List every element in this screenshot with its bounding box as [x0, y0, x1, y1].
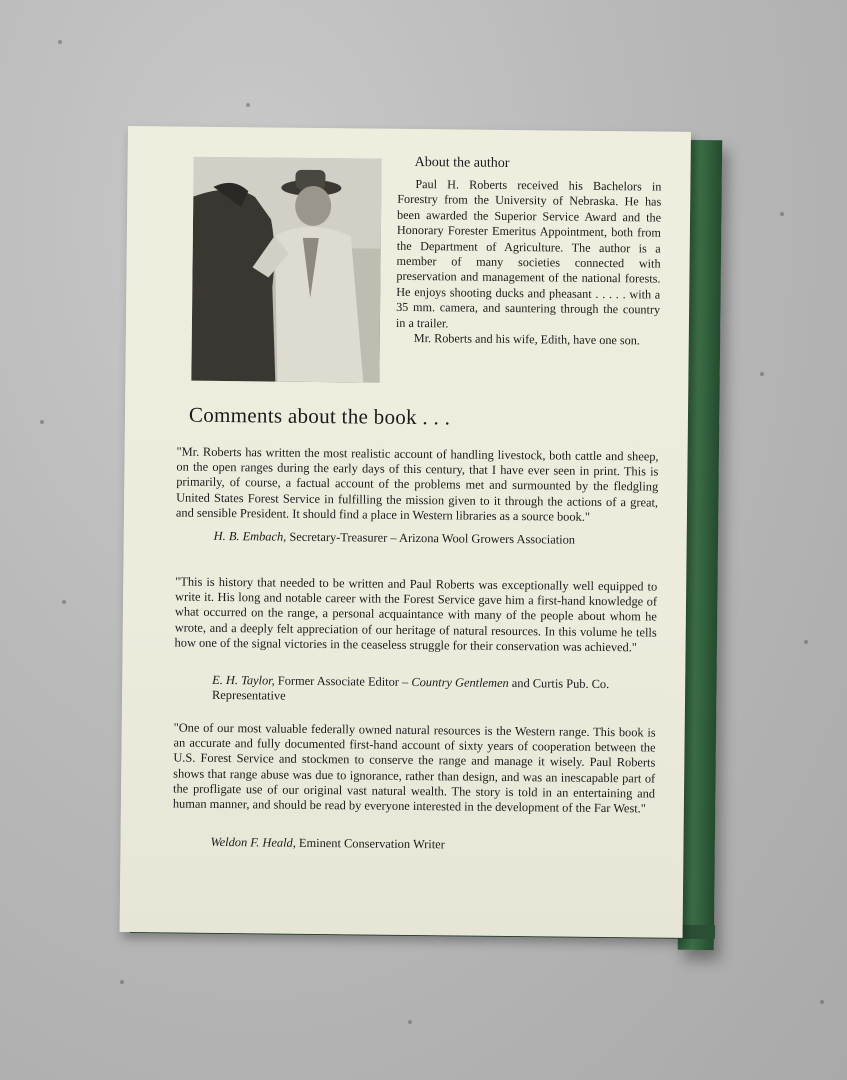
reviewer-role: Eminent Conservation Writer	[295, 835, 445, 852]
surface-speck	[780, 212, 784, 216]
about-author-text	[396, 177, 662, 349]
about-author-heading: About the author	[414, 155, 510, 171]
publication-name: Country Gentlemen	[411, 674, 509, 691]
about-author-paragraph: Mr. Roberts and his wife, Edith, have one son.	[413, 331, 640, 348]
surface-speck	[246, 103, 250, 107]
author-with-horse-image	[191, 157, 381, 383]
reviewer-role: Secretary-Treasurer – Arizona Wool Growers Association	[286, 529, 576, 547]
surface-speck	[760, 372, 764, 376]
surface-speck	[820, 1000, 824, 1004]
review-quote: "This is history that needed to be written and Paul Roberts was exceptionally well equipped to write it. His long and notable career with the Forest Service gave him a first-hand knowledge of what occurred on the range, a personal acquaintance with many of the people about whom he wrote, and a deeply felt appreciation of our heritage of natural resources. In this volume he tells how one of the signal victories in the ceaseless struggle for their conservation was achieved."	[174, 574, 658, 655]
review-attribution	[214, 529, 658, 549]
dust-jacket-back	[120, 126, 691, 938]
comments-heading: Comments about the book . . .	[188, 402, 451, 430]
reviewer-name: E. H. Taylor,	[212, 672, 275, 688]
surface-speck	[120, 980, 124, 984]
surface-speck	[804, 640, 808, 644]
surface-speck	[40, 420, 44, 424]
author-photo	[191, 157, 381, 383]
reviewer-role: Former Associate Editor –	[274, 673, 412, 689]
reviewer-name: Weldon F. Heald,	[210, 834, 296, 850]
surface-speck	[62, 600, 66, 604]
reviewer-name: H. B. Embach,	[213, 528, 287, 544]
review-attribution	[212, 673, 656, 708]
review-attribution	[210, 835, 654, 855]
surface-speck	[58, 40, 62, 44]
review-quote: "One of our most valuable federally owned natural resources is the Western range. This book is an accurate and fully documented first-hand account of sixty years of cooperation between the U.S. Forest Service and stockmen to conserve the range and manage it wisely. Paul Roberts shows that range abuse was due to ignorance, rather than design, and was an inescapable part of the profligate use of our original vast natural wealth. The story is told in an entertaining and human manner, and should be read by everyone interested in the development of the Far West."	[172, 720, 656, 816]
about-author-paragraph: Paul H. Roberts received his Bachelors in Forestry from the University of Nebraska. He has been awarded the Superior Service Award and the Honorary Forester Emeritus Appointment, both from the Department of Agriculture. The author is a member of many societies connected with preservation and management of the national forests. He enjoys shooting ducks and pheasant . . . . . with a 35 mm. camera, and sauntering through the country in a trailer.	[395, 177, 662, 331]
reviewer-role-continued: and Curtis Pub. Co. Representative	[211, 676, 610, 703]
review-quote: "Mr. Roberts has written the most realistic account of handling livestock, both cattle and sheep, on the open ranges during the early days of this century, that I have ever seen in print. This is primarily, of course, a factual account of the problems met and surmounted by the fledgling United States Forest Service in fulfilling the mission given to it through the actions of a great, and sensible President. It should find a place in Western libraries as a source book."	[175, 444, 659, 524]
surface-speck	[408, 1020, 412, 1024]
